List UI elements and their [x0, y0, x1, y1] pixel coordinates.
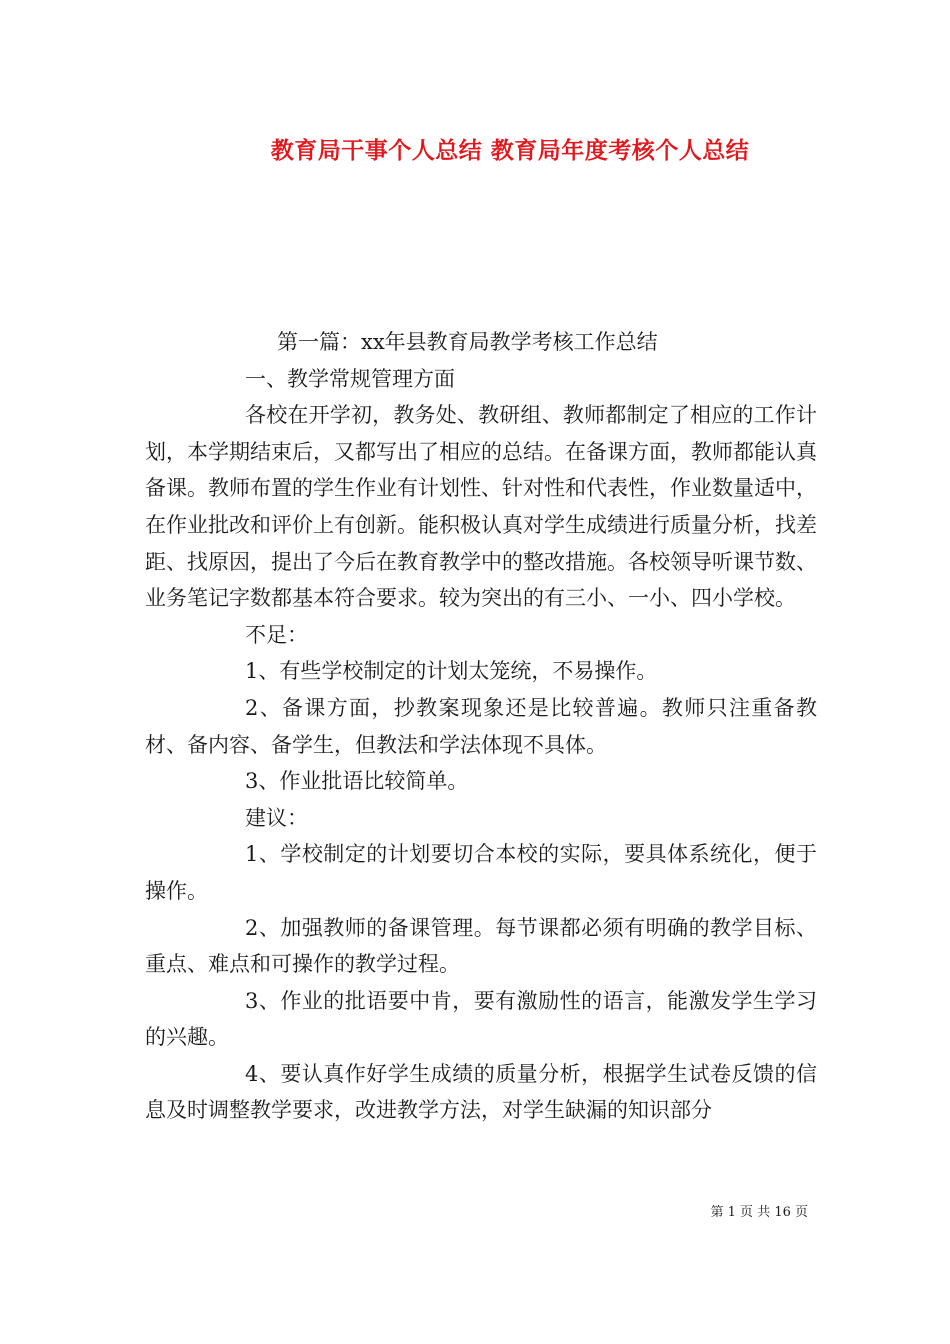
paragraph: 2、备课方面，抄教案现象还是比较普遍。教师只注重备教材、备内容、备学生，但教法和学法体现不具体。: [145, 695, 817, 757]
paragraph: 3、作业的批语要中肯，要有激励性的语言，能激发学生学习的兴趣。: [145, 988, 817, 1050]
paragraph: 建议：: [245, 805, 308, 830]
paragraph: 一、教学常规管理方面: [245, 366, 455, 391]
page-number-footer: 第 1 页 共 16 页: [710, 1205, 808, 1220]
paragraph: 3、作业批语比较简单。: [245, 769, 469, 794]
paragraph: 4、要认真作好学生成绩的质量分析，根据学生试卷反馈的信息及时调整教学要求，改进教学方法，对学生缺漏的知识部分: [145, 1061, 817, 1123]
section-heading: 第一篇：xx年县教育局教学考核工作总结: [277, 330, 658, 354]
paragraph: 各校在开学初，教务处、教研组、教师都制定了相应的工作计划，本学期结束后，又都写出了相应的总结。在备课方面，教师都能认真备课。教师布置的学生作业有计划性、针对性和代表性，作业数量适中，在作业批改和评价上有创新。能积极认真对学生成绩进行质量分析，找差距、找原因，提出了今后在教育教学中的整改措施。各校领导听课节数、业务笔记字数都基本符合要求。较为突出的有三小、一小、四小学校。: [145, 403, 817, 611]
paragraph: 1、有些学校制定的计划太笼统，不易操作。: [245, 659, 658, 684]
paragraph: 1、学校制定的计划要切合本校的实际，要具体系统化，便于操作。: [145, 842, 817, 903]
paragraph: 不足：: [245, 622, 308, 647]
document-body: [145, 324, 817, 1129]
document-title: 教育局干事个人总结 教育局年度考核个人总结: [270, 137, 750, 164]
paragraph: 2、加强教师的备课管理。每节课都必须有明确的教学目标、重点、难点和可操作的教学过程。: [145, 915, 817, 977]
